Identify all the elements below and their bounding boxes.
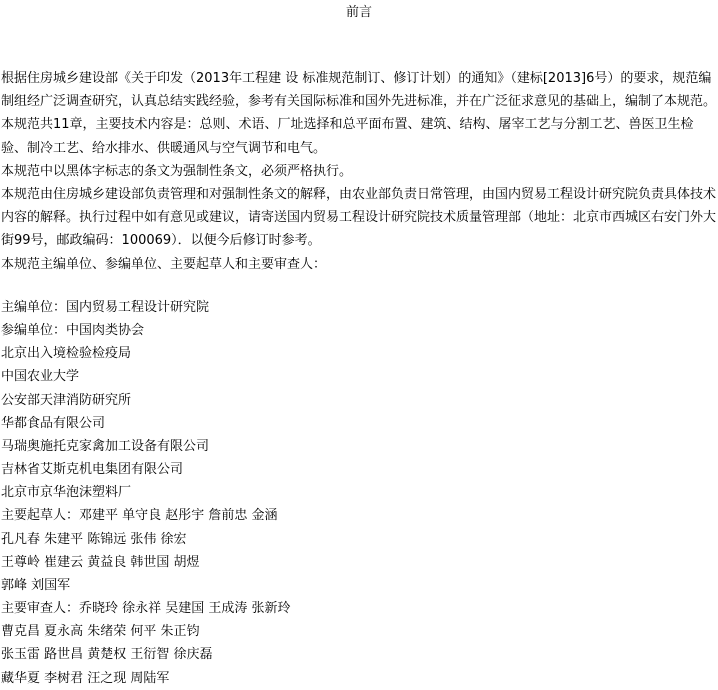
list-item: 中国农业大学 [1,369,80,385]
list-item: 王尊岭 崔建云 黄益良 韩世国 胡煜 [1,554,200,570]
list-item: 吉林省艾斯克机电集团有限公司 [1,462,184,478]
document-title: 前言 [345,5,372,20]
list-item: 郭峰 刘国军 [1,577,71,593]
paragraph-participants-intro: 本规范主编单位、参编单位、主要起草人和主要审查人： [1,256,327,272]
list-item: 参编单位：中国肉类协会 [1,323,145,339]
list-item: 北京市京华泡沫塑料厂 [1,485,132,501]
paragraph-basis: 根据住房城乡建设部《关于印发（2013年工程建 设 标准规范制订、修订计划）的通知》（建标[2013]6号）的要求，规范编制组经广泛调查研究，认真总结实践经验，参考有关国际标准和国外先进标准，并在广泛征求意见的基础上，编制了本规范。 [1,71,717,110]
list-item: 主编单位：国内贸易工程设计研究院 [1,300,210,315]
list-item: 藏华夏 李树君 汪之现 周陆军 [1,670,170,686]
list-item: 华都食品有限公司 [1,415,106,431]
list-item: 主要审查人：乔晓玲 徐永祥 吴建国 王成涛 张新玲 [1,601,291,617]
paragraph-contents: 本规范共11章，主要技术内容是：总则、术语、厂址选择和总平面布置、建筑、结构、屠宰工艺与分割工艺、兽医卫生检验、制冷工艺、给水排水、供暖通风与空气调节和电气。 [1,117,694,156]
participants-list [1,296,717,690]
list-item: 孔凡春 朱建平 陈锦远 张伟 徐宏 [1,531,187,547]
paragraph-management: 本规范由住房城乡建设部负责管理和对强制性条文的解释，由农业部负责日常管理，由国内贸易工程设计研究院负责具体技术内容的解释。执行过程中如有意见或建议，请寄送国内贸易工程设计研究院技术质量管理部（地址：北京市西城区右安门外大街99号，邮政编码：100069）．以便今后修订时参考。 [1,187,717,249]
preface-body [1,67,717,276]
paragraph-mandatory: 本规范中以黑体字标志的条文为强制性条文，必须严格执行。 [1,163,353,179]
list-item: 曹克昌 夏永高 朱绪荣 何平 朱正钧 [1,624,200,640]
list-item: 公安部天津消防研究所 [1,392,132,408]
list-item: 北京出入境检验检疫局 [1,346,132,362]
list-item: 张玉雷 路世昌 黄楚权 王衍智 徐庆磊 [1,647,213,663]
list-item: 马瑞奥施托克家禽加工设备有限公司 [1,438,210,454]
list-item: 主要起草人：邓建平 单守良 赵彤宇 詹前忠 金涵 [1,508,278,524]
